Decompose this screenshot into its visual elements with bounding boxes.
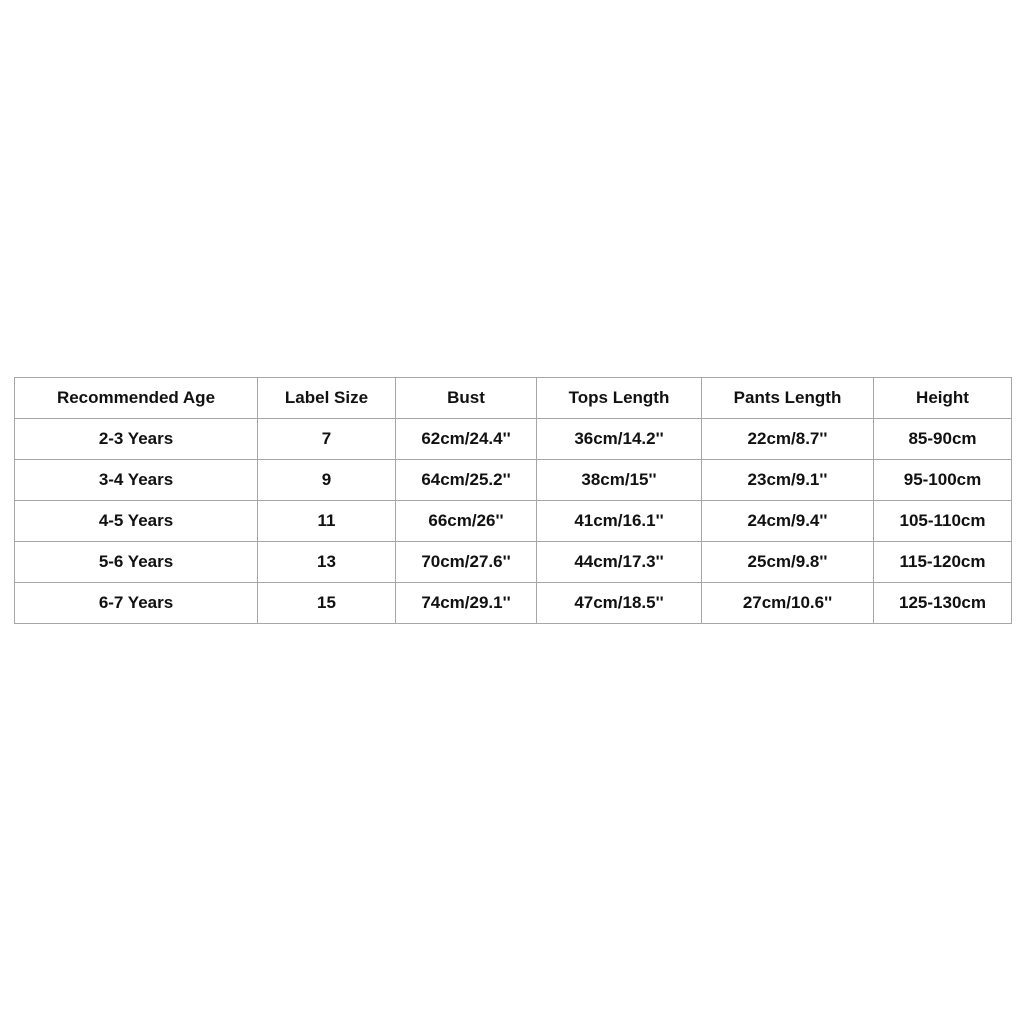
- cell-height: 115-120cm: [874, 542, 1012, 583]
- header-label-size: Label Size: [258, 378, 396, 419]
- cell-bust: 70cm/27.6'': [396, 542, 537, 583]
- cell-height: 125-130cm: [874, 583, 1012, 624]
- cell-pants-length: 25cm/9.8'': [702, 542, 874, 583]
- cell-height: 85-90cm: [874, 419, 1012, 460]
- header-height: Height: [874, 378, 1012, 419]
- cell-pants-length: 22cm/8.7'': [702, 419, 874, 460]
- header-tops-length: Tops Length: [537, 378, 702, 419]
- cell-pants-length: 24cm/9.4'': [702, 501, 874, 542]
- cell-label-size: 11: [258, 501, 396, 542]
- table-row: [15, 542, 1012, 583]
- table-row: [15, 419, 1012, 460]
- cell-recommended-age: 4-5 Years: [15, 501, 258, 542]
- cell-label-size: 7: [258, 419, 396, 460]
- cell-bust: 64cm/25.2'': [396, 460, 537, 501]
- cell-bust: 62cm/24.4'': [396, 419, 537, 460]
- table-header-row: [15, 378, 1012, 419]
- cell-recommended-age: 3-4 Years: [15, 460, 258, 501]
- cell-recommended-age: 2-3 Years: [15, 419, 258, 460]
- cell-bust: 66cm/26'': [396, 501, 537, 542]
- cell-label-size: 9: [258, 460, 396, 501]
- cell-recommended-age: 5-6 Years: [15, 542, 258, 583]
- cell-label-size: 15: [258, 583, 396, 624]
- cell-height: 95-100cm: [874, 460, 1012, 501]
- size-chart-table: [14, 377, 1012, 624]
- table-row: [15, 583, 1012, 624]
- cell-height: 105-110cm: [874, 501, 1012, 542]
- header-bust: Bust: [396, 378, 537, 419]
- cell-recommended-age: 6-7 Years: [15, 583, 258, 624]
- cell-tops-length: 38cm/15'': [537, 460, 702, 501]
- header-recommended-age: Recommended Age: [15, 378, 258, 419]
- table-row: [15, 460, 1012, 501]
- table-row: [15, 501, 1012, 542]
- cell-pants-length: 23cm/9.1'': [702, 460, 874, 501]
- cell-tops-length: 47cm/18.5'': [537, 583, 702, 624]
- cell-tops-length: 36cm/14.2'': [537, 419, 702, 460]
- cell-label-size: 13: [258, 542, 396, 583]
- cell-tops-length: 44cm/17.3'': [537, 542, 702, 583]
- cell-tops-length: 41cm/16.1'': [537, 501, 702, 542]
- header-pants-length: Pants Length: [702, 378, 874, 419]
- cell-bust: 74cm/29.1'': [396, 583, 537, 624]
- cell-pants-length: 27cm/10.6'': [702, 583, 874, 624]
